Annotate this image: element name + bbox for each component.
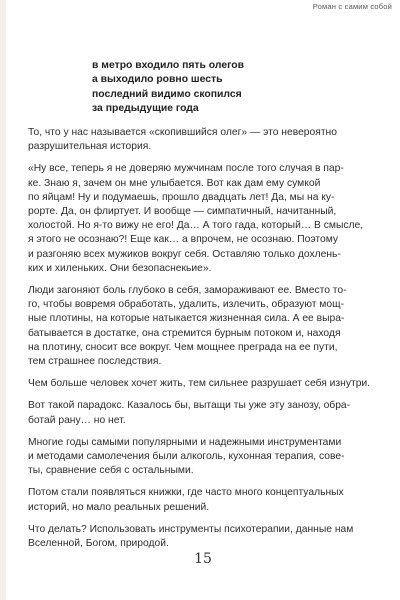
text-line: я этого не осознаю?! Еще как… а впрочем, не осознаю. Поэтому	[28, 234, 339, 246]
page-number: 15	[194, 551, 212, 567]
paragraph	[28, 284, 390, 369]
paragraph	[28, 486, 390, 514]
text-line: «Ну все, теперь я не доверяю мужчинам после того случая в пар-	[28, 163, 344, 175]
epigraph-line: последний видимо скопился	[92, 88, 242, 100]
text-line: го, чтобы вовремя обработать, удалить, излечить, образуют мощ-	[28, 299, 344, 311]
text-line: ботай рану… но нет.	[28, 414, 126, 426]
text-line: ные плотины, на которые натыкается жизненная сила. А ее выра-	[28, 313, 345, 325]
text-line: по яйцам! Ну и подумаешь, прошло двадцать лет! Да, мы на ку-	[28, 191, 335, 203]
paragraph	[28, 377, 390, 391]
text-line: и разгоняю всех мужиков вокруг себя. Оставляю только дохлень-	[28, 248, 341, 260]
paragraph	[28, 523, 390, 551]
text-line: разрушительная история.	[28, 141, 152, 153]
text-line: Вот такой парадокс. Казалось бы, вытащи ты уже эту занозу, обра-	[28, 400, 351, 412]
text-line: Многие годы самыми популярными и надежными инструментами	[28, 436, 342, 448]
text-line: тем страшнее последствия.	[28, 356, 162, 368]
text-line: историй, но мало реальных решений.	[28, 501, 210, 513]
text-line: То, что у нас называется «скопившийся олег» — это невероятно	[28, 127, 337, 138]
text-line: на плотину, сносит все вокруг. Чем мощнее преграда на ее пути,	[28, 341, 338, 353]
text-line: и методами самолечения были алкоголь, кухонная терапия, сове-	[28, 451, 345, 463]
text-line: Что делать? Использовать инструменты психотерапии, данные нам	[28, 523, 354, 535]
text-line: рорте. Да, он флиртует. И вообще — симпатичный, начитанный,	[28, 206, 337, 218]
body-text	[28, 126, 390, 559]
paragraph	[28, 399, 390, 427]
text-line: батывается в достатке, она стремится бурным потоком и, находя	[28, 327, 341, 339]
text-line: Потом стали появляться книжки, где часто много концептуальных	[28, 487, 344, 499]
paragraph	[28, 436, 390, 479]
epigraph-poem	[92, 59, 352, 117]
book-page	[6, 0, 400, 600]
epigraph-line: за предыдущие года	[92, 103, 199, 115]
text-line: ты, сравнение себя с остальными.	[28, 465, 194, 477]
text-line: ке. Знаю я, зачем он мне улыбается. Вот как дам ему сумкой	[28, 177, 321, 189]
epigraph-line: а выходило ровно шесть	[92, 74, 223, 86]
text-line: ких и хиленьких. Они безопаснекьие».	[28, 262, 212, 274]
epigraph-line: в метро входило пять олегов	[92, 60, 245, 71]
text-line: Чем больше человек хочет жить, тем сильнее разрушает себя изнутри.	[28, 378, 371, 390]
text-line: холостой. Но я-то вижу не его! Да… А того гада, который… В смысле,	[28, 220, 364, 232]
text-line: Вселенной, Богом, природой.	[28, 538, 169, 550]
text-line: Люди загоняют боль глубоко в себя, замораживают ее. Вместо то-	[28, 285, 347, 297]
paragraph	[28, 126, 390, 154]
running-head: Роман с самим собой	[312, 2, 392, 11]
paragraph	[28, 162, 390, 276]
